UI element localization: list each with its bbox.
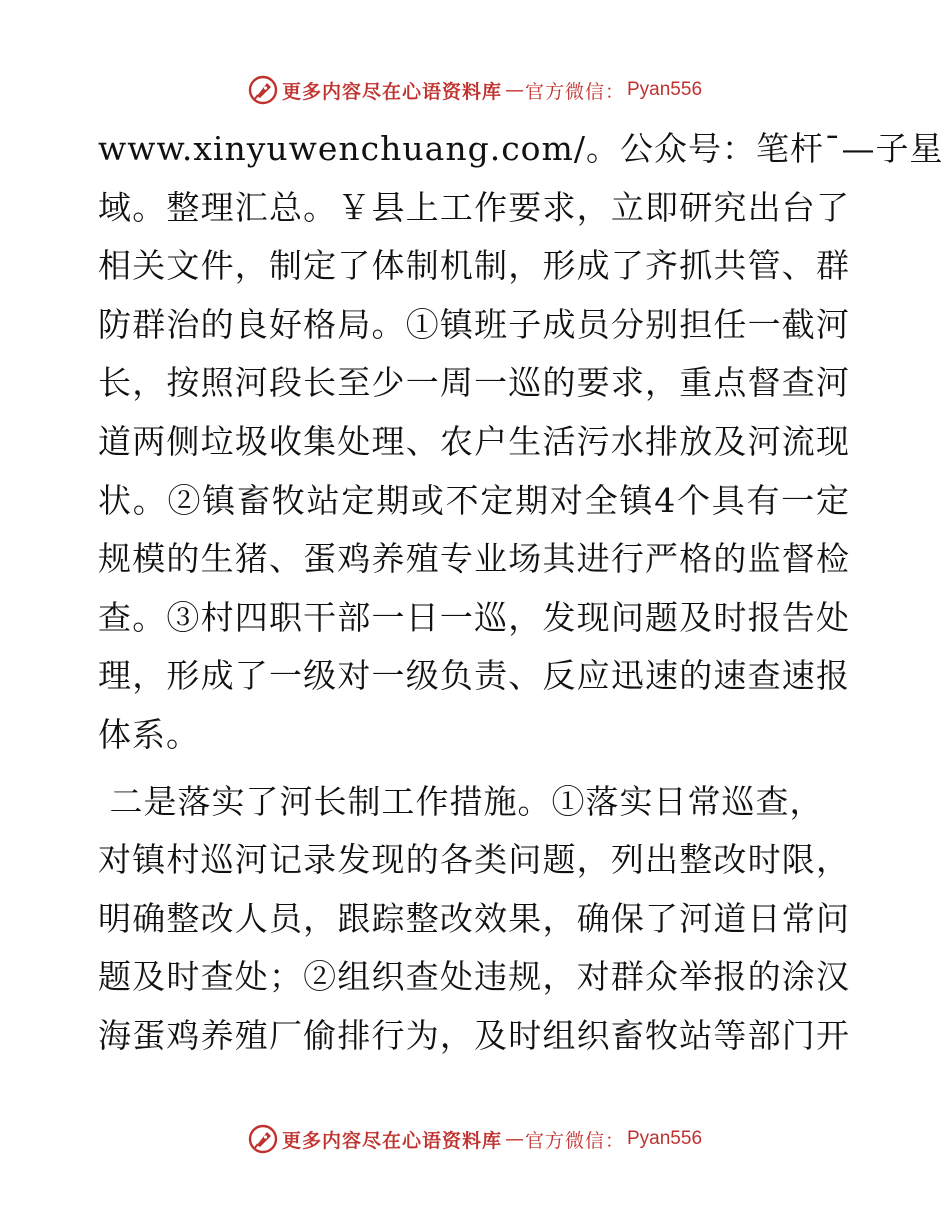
paragraph-1 (98, 120, 944, 765)
text-line: 二是落实了河长制工作措施。①落实日常巡查， (98, 781, 824, 821)
footer-wechat-label: 官方微信： (524, 1129, 625, 1152)
header-banner (0, 70, 950, 110)
footer-dash: — (504, 1128, 522, 1150)
pen-nib-icon (248, 1124, 278, 1154)
text-line: 长，按照河段长至少一周一巡的要求，重点督查河 (98, 363, 850, 403)
header-brand-text: 更多内容尽在心语资料库 (281, 80, 502, 103)
text-line: 题及时查处；②组织查处违规，对群众举报的涂汉 (98, 957, 850, 997)
header-wechat-id: Pyan556 (627, 79, 703, 100)
text-line: 道两侧垃圾收集处理、农户生活污水排放及河流现 (98, 421, 850, 461)
text-line: 规模的生猪、蛋鸡养殖专业场其进行严格的监督检 (98, 539, 850, 579)
paragraph-2 (98, 773, 850, 1066)
text-line: 状。②镇畜牧站定期或不定期对全镇4个具有一定 (98, 480, 850, 520)
text-line: 理，形成了一级对一级负责、反应迅速的速查速报 (98, 656, 850, 696)
header-dash: — (504, 79, 522, 101)
text-line: www.xinyuwenchuang.com/。公众号：笔杆¯—子星 (98, 129, 944, 168)
footer-wechat-id: Pyan556 (627, 1128, 703, 1149)
header-wechat-label: 官方微信： (524, 80, 625, 103)
document-body (98, 120, 944, 1066)
footer-brand-text: 更多内容尽在心语资料库 (281, 1129, 502, 1152)
pen-nib-icon (248, 75, 278, 105)
text-line: 体系。 (98, 714, 200, 754)
text-line: 防群治的良好格局。①镇班子成员分别担任一截河 (98, 304, 850, 344)
text-line: 查。③村四职干部一日一巡，发现问题及时报告处 (98, 597, 850, 637)
text-line: 海蛋鸡养殖厂偷排行为，及时组织畜牧站等部门开 (98, 1015, 850, 1055)
text-line: 相关文件，制定了体制机制，形成了齐抓共管、群 (98, 246, 850, 286)
text-line: 域。整理汇总。￥县上工作要求，立即研究出台了 (98, 187, 850, 227)
text-line: 对镇村巡河记录发现的各类问题，列出整改时限， (98, 840, 850, 880)
text-line: 明确整改人员，跟踪整改效果，确保了河道日常问 (98, 898, 850, 938)
footer-banner (0, 1119, 950, 1159)
